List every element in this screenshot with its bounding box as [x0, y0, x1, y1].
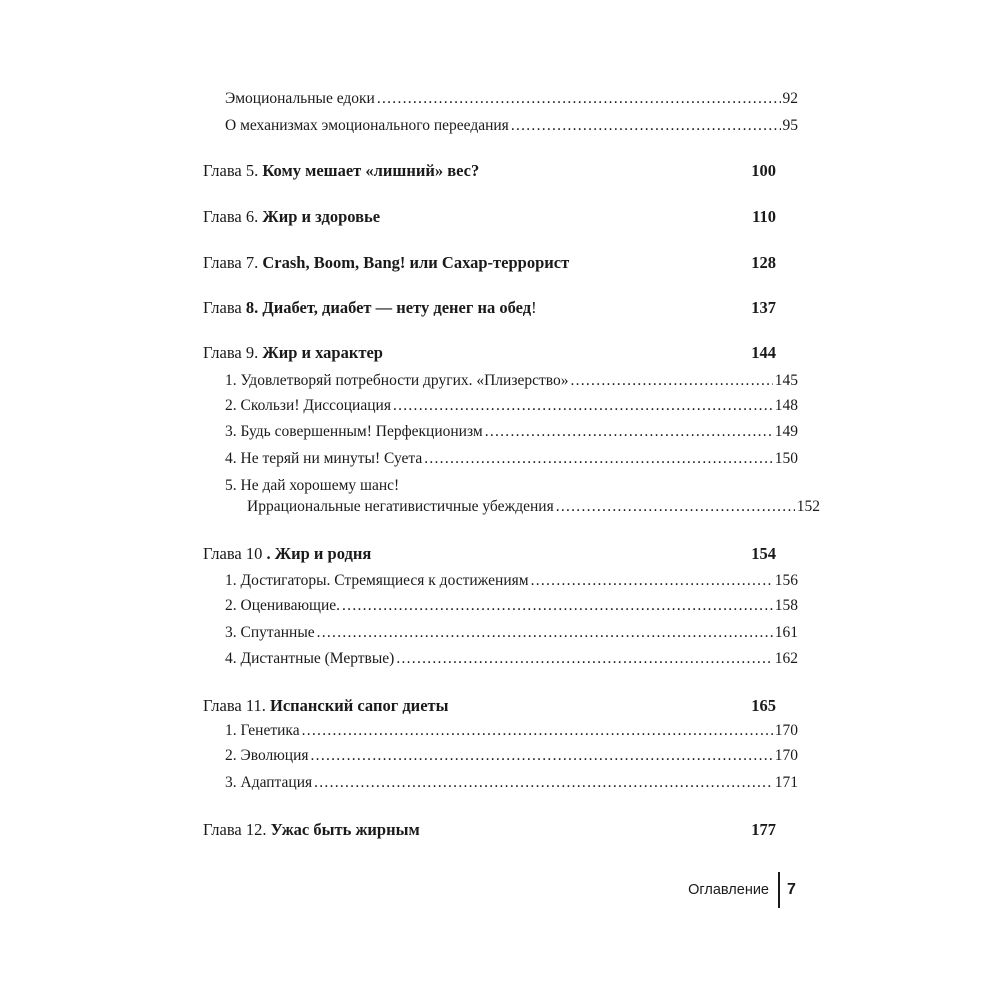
chapter-page: 128: [751, 253, 776, 272]
subentry-label: 1. Генетика: [225, 722, 300, 739]
subentry-label: 2. Эволюция: [225, 747, 309, 764]
chapter-title: Испанский сапог диеты: [270, 696, 449, 715]
chapter-prefix: Глава 6.: [203, 207, 263, 226]
chapter-page: 137: [751, 298, 776, 317]
dot-leader: [302, 722, 773, 740]
toc-subentry: [203, 117, 798, 139]
toc-subentry: [203, 597, 798, 619]
dot-leader: [314, 774, 773, 792]
chapter-entry: [203, 298, 776, 320]
dot-leader: [311, 747, 773, 765]
chapter-prefix: Глава 9.: [203, 343, 263, 362]
running-section-title: Оглавление: [688, 882, 769, 898]
chapter-prefix: Глава 10: [203, 544, 267, 563]
subentry-label: 4. Не теряй ни минуты! Суета: [225, 450, 423, 467]
chapter-title: Жир и характер: [262, 343, 383, 362]
dot-leader: [570, 372, 772, 390]
toc-subentry: [203, 90, 798, 112]
chapter-page: 100: [751, 161, 776, 180]
subentry-page: 170: [774, 747, 798, 764]
dot-leader: [317, 624, 773, 642]
subentry-page: 92: [782, 90, 798, 107]
subentry-page: 152: [796, 498, 820, 515]
chapter-entry: [203, 544, 776, 566]
toc-subentry: [203, 747, 798, 769]
chapter-prefix: Глава: [203, 298, 246, 317]
toc-subentry: [203, 572, 798, 594]
dot-leader: [377, 90, 781, 108]
chapter-label: [203, 207, 380, 227]
subentry-label: 1. Достигаторы. Стремящиеся к достижениям: [225, 572, 529, 589]
subentry-label: 3. Будь совершенным! Перфекционизм: [225, 423, 483, 440]
subentry-label: 2. Оценивающие.: [225, 597, 341, 614]
toc-subentry: [203, 372, 798, 394]
subentry-label: 4. Дистантные (Мертвые): [225, 650, 395, 667]
subentry-label: 1. Удовлетворяй потребности других. «Плизерство»: [225, 372, 569, 389]
chapter-label: [203, 343, 383, 363]
chapter-suffix: !: [531, 298, 537, 317]
subentry-page: 158: [774, 597, 798, 614]
chapter-label: [203, 544, 371, 564]
chapter-entry: [203, 161, 776, 183]
toc-subentry: [203, 624, 798, 646]
toc-subentry: [203, 397, 798, 419]
subentry-page: 148: [774, 397, 798, 414]
chapter-title: Жир и здоровье: [262, 207, 381, 226]
chapter-prefix: Глава 7.: [203, 253, 263, 272]
toc-subentry: [203, 650, 798, 672]
subentry-label: О механизмах эмоционального переедания: [225, 117, 509, 134]
chapter-page: 154: [751, 544, 776, 563]
dot-leader: [531, 572, 773, 590]
page-number: 7: [787, 881, 796, 898]
chapter-entry: [203, 253, 776, 275]
chapter-title: . Жир и родня: [266, 544, 372, 563]
subentry-label: 5. Не дай хорошему шанс!: [225, 477, 400, 494]
dot-leader: [485, 423, 773, 441]
toc-subentry-line: [203, 477, 798, 499]
subentry-label: 3. Спутанные: [225, 624, 315, 641]
toc-subentry: [203, 774, 798, 796]
chapter-label: [203, 161, 479, 181]
chapter-label: [203, 253, 569, 273]
chapter-entry: [203, 820, 776, 842]
toc-subentry: [203, 450, 798, 472]
chapter-page: 144: [751, 343, 776, 362]
subentry-page: 161: [774, 624, 798, 641]
chapter-page: 177: [751, 820, 776, 839]
dot-leader: [556, 498, 795, 516]
chapter-prefix: Глава 5.: [203, 161, 263, 180]
chapter-label: [203, 696, 449, 716]
chapter-title: Ужас быть жирным: [270, 820, 420, 839]
chapter-page: 165: [751, 696, 776, 715]
dot-leader: [511, 117, 781, 135]
subentry-page: 149: [774, 423, 798, 440]
chapter-prefix: Глава 12.: [203, 820, 271, 839]
chapter-page: 110: [752, 207, 776, 226]
chapter-title: Кому мешает «лишний» вес?: [262, 161, 480, 180]
toc-subentry: [203, 498, 820, 520]
subentry-label: 3. Адаптация: [225, 774, 313, 791]
chapter-prefix: Глава 11.: [203, 696, 271, 715]
subentry-page: 145: [774, 372, 798, 389]
subentry-page: 162: [774, 650, 798, 667]
page-footer: [0, 872, 1000, 912]
footer-divider: [778, 872, 780, 908]
chapter-entry: [203, 207, 776, 229]
subentry-page: 95: [782, 117, 798, 134]
subentry-label: 2. Скользи! Диссоциация: [225, 397, 391, 414]
subentry-page: 170: [774, 722, 798, 739]
dot-leader: [393, 397, 773, 415]
chapter-entry: [203, 696, 776, 718]
chapter-title: Crash, Boom, Bang! или Сахар-террорист: [262, 253, 570, 272]
toc-subentry: [203, 423, 798, 445]
chapter-label: [203, 820, 420, 840]
subentry-page: 150: [774, 450, 798, 467]
subentry-label: Эмоциональные едоки: [225, 90, 375, 107]
chapter-title: 8. Диабет, диабет — нету денег на обед: [245, 298, 532, 317]
subentry-page: 171: [774, 774, 798, 791]
chapter-label: [203, 298, 537, 318]
dot-leader: [396, 650, 772, 668]
dot-leader: [424, 450, 773, 468]
chapter-entry: [203, 343, 776, 365]
subentry-label: Иррациональные негативистичные убеждения: [247, 498, 554, 515]
subentry-page: 156: [774, 572, 798, 589]
dot-leader: [342, 597, 773, 615]
toc-subentry: [203, 722, 798, 744]
